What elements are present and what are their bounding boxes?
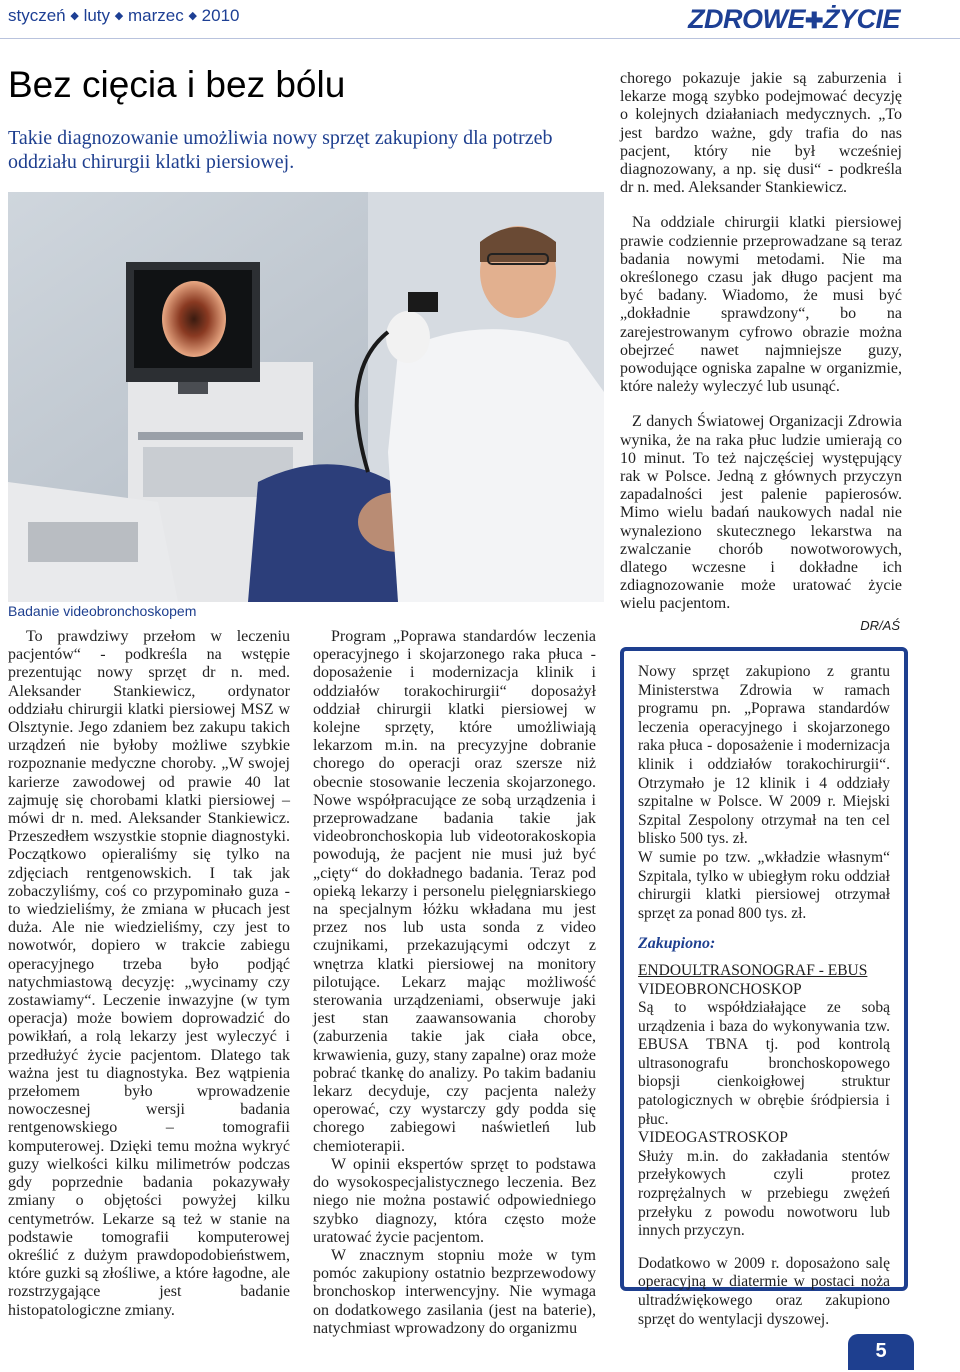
separator-icon: ◆	[188, 10, 197, 22]
magazine-logo	[688, 4, 900, 35]
equipment-name: VIDEOBRONCHOSKOP	[638, 980, 802, 998]
body-column-middle	[313, 628, 596, 1338]
header-divider	[0, 38, 960, 39]
page-number: 5	[848, 1334, 914, 1370]
month-january: styczeń	[8, 6, 66, 25]
separator-icon: ◆	[114, 10, 124, 22]
year: 2010	[201, 6, 240, 25]
paragraph: Na oddziale chirurgii klatki piersiowej prawie codziennie przeprowadzane są teraz badania nowymi metodami. Nie ma określonego czasu jak długo pacjent ma być badany. Wiadomo, że musi być „dokładnie sprawdzony“, bo na zarejestrowanym cyfrowo obrazie można obejrzeć nawet najmniejsze guzy, powodujące ogniska zapalne w organizmie, które należy wyleczyć lub usunąć.	[620, 214, 902, 396]
article-title: Bez cięcia i bez bólu	[8, 64, 346, 105]
month-march: marzec	[127, 6, 184, 25]
box-intro: Nowy sprzęt zakupiono z grantu Ministerstwa Zdrowia w ramach programu pn. „Poprawa standardów leczenia operacyjnego i skojarzonego raka płuca - doposażenie i modernizacja klinik i oddziałów torakochirurgii“. Otrzymało je 12 klinik i 4 oddziały szpitalne w Polsce. W 2009 r. Miejski Szpital Zespolony otrzymał na ten cel blisko 500 tys. zł.	[638, 663, 890, 848]
logo-word-zdrowe: ZDROWE	[688, 4, 806, 34]
videobronchoscopy-photo	[8, 192, 604, 602]
box-own-contribution: W sumie po tzw. „wkładzie własnym“ Szpitala, tylko w ubiegłym roku oddział chirurgii klatki piersiowej otrzymał sprzęt za ponad 800 tys. zł.	[638, 848, 890, 922]
article-lead: Takie diagnozowanie umożliwia nowy sprzęt zakupiony dla potrzeb oddziału chirurgii klatki piersiowej.	[8, 127, 553, 173]
paragraph: To prawdziwy przełom w leczeniu pacjentów“ - podkreśla na wstępie prezentując nowy sprzęt dr n. med. Aleksander Stankiewicz, ordynator oddziału chirurgii klatki piersiowej MSZ w Olsztynie. Jego zdaniem bez zakupu takich urządzeń nie byłoby możliwe szybkie rozpoznanie medyczne choroby. „W swojej karierze zawodowej od prawie 40 lat zajmuję się chorobami klatki piersiowej – mówi dr n. med. Aleksander Stankiewicz. Przeszedłem wszystkie stopnie diagnostyki. Początkowo opieraliśmy się tylko na zdjęciach rentgenowskich. I tak jak zobaczyliśmy, coś co przypominało guza - to wiedzieliśmy, że zmiana w płucach jest duża. Ale nie wiedzieliśmy, czy jest to nowotwór, dopiero w trakcie zabiegu operacyjnego trzeba było podjąć natychmiastową decyzję: „wycinamy czy zostawiamy“. Leczenie inwazyjne (w tym operacja) może bowiem doprowadzić do powikłań, a rolą lekarzy jest wyleczyć i przedłużyć życie pacjentom. Dlatego tak ważna jest tu diagnostyka. Bez wątpienia przełomem było wprowadzenie nowoczesnej wersji badania rentgenowskiego – tomografii komputerowej. Dzięki temu można wykryć guzy wielkości kilku milimetrów podczas gdy poprzednie badania pokazywały zmiany o objętości powyżej kilku centymetrów. Lekarze są też w stanie na podstawie tomografii komputerowej określić z dużym prawdopodobieństwem, które guzki są złośliwe, a które łagodne, ale rozstrzygające jest badanie histopatologiczne zmiany.	[8, 628, 290, 1319]
body-column-right	[620, 70, 902, 614]
equipment-info-box	[620, 647, 908, 1328]
equipment-name: ENDOULTRASONOGRAF - EBUS	[638, 961, 868, 979]
issue-date	[8, 6, 239, 26]
equipment-name: VIDEOGASTROSKOP	[638, 1129, 788, 1147]
equipment-description: Są to współdziałające ze sobą urządzenia i baza do wykonywania tzw. EBUSA TBNA tj. pod kontrolą ultrasonografu bronchoskopowego biopsji cienkoigłowej struktur patologicznych w obrębie śródpiersia i płuc.	[638, 999, 890, 1128]
photo-illustration	[8, 192, 604, 602]
paragraph: W znacznym stopniu może w tym pomóc zakupiony ostatnio bezprzewodowy bronchoskop interwencyjny. Nie wymaga on dodatkowego zasilania (jest na baterie), natychmiast wprowadzony do organizmu	[313, 1246, 596, 1337]
paragraph: chorego pokazuje jakie są zaburzenia i lekarze mogą szybko podejmować decyzję o kolejnych działaniach medycznych. „To jest bardzo ważne, gdy trafia do nas pacjent, który nie był wcześniej diagnozowany, a np. się dusi“ - podkreśla dr n. med. Aleksander Stankiewicz.	[620, 70, 902, 197]
equipment-description: Służy m.in. do zakładania stentów przełykowych czyli protez rozprężalnych w przebiegu zwężeń przełyku z powodu nowotworu lub innych przyczyn.	[638, 1147, 890, 1240]
cross-icon: ✚	[805, 8, 823, 33]
paragraph: Z danych Światowej Organizacji Zdrowia wynika, że na raka płuc ludzie umierają co 10 minut. To też najczęściej występujący rak w Polsce. Jedną z głównych przyczyn zapadalności jest palenie papierosów. Mimo wielu badań naukowych nadal nie wynaleziono skutecznego lekarstwa na zwalczanie chorób nowotworowych, dlatego wczesne i dokładne ich zdiagnozowanie może uratować życie wielu pacjentom.	[620, 413, 902, 613]
body-column-left	[8, 628, 290, 1320]
paragraph: Program „Poprawa standardów leczenia operacyjnego i skojarzonego raka płuca - doposażenie i modernizacja klinik i oddziałów torakochirurgii“ doposażył oddział chirurgii klatki piersiowej w kolejne sprzęty, które umożliwiają lekarzom m.in. na precyzyjne dobranie chorego do operacji oraz szersze niż obecnie stosowanie leczenia skojarzonego. Nowe współpracujące ze sobą urządzenia i przeprowadzane badania takie jak videobronchoskopia lub videotorakoskopia powodują, że pacjent nie musi już być „cięty“ do dokładnego badania. Teraz pod opieką lekarzy i personelu pielęgniarskiego na specjalnym łóżku wkładana mu jest przez nos lub usta sonda z video czujnikami, przekazującymi odczyt z wnętrza klatki piersiowej na monitory pilotujące. Lekarz mając możliwość sterowania urządzeniami, obserwuje jaki jest stan zaawansowania choroby (zaburzenia takie jak ciała obce, krwawienia, guzy, stany zapalne) oraz może pobrać tkankę do analizy. Po takim badaniu lekarz decyduje, czy pacjenta należy operować, czy wystarczy gdy podda się chorego zabiegowi naświetleń lub chemioterapii.	[313, 628, 596, 1155]
box-additional: Dodatkowo w 2009 r. doposażono salę operacyjną w diatermie w postaci noża ultradźwiękowego oraz zakupiono sprzęt do wentylacji dyszowej.	[638, 1254, 890, 1328]
separator-icon: ◆	[70, 10, 79, 22]
month-february: luty	[83, 6, 111, 25]
purchased-heading: Zakupiono:	[638, 935, 716, 953]
photo-caption: Badanie videobronchoskopem	[8, 603, 197, 619]
author-byline: DR/AŚ	[860, 618, 900, 633]
paragraph: W opinii ekspertów sprzęt to podstawa do wysokospecjalistycznego leczenia. Bez niego nie można postawić odpowiedniego szybko diagnozy, która często może uratować życie pacjentom.	[313, 1155, 596, 1246]
logo-word-zycie: ŻYCIE	[822, 4, 900, 34]
